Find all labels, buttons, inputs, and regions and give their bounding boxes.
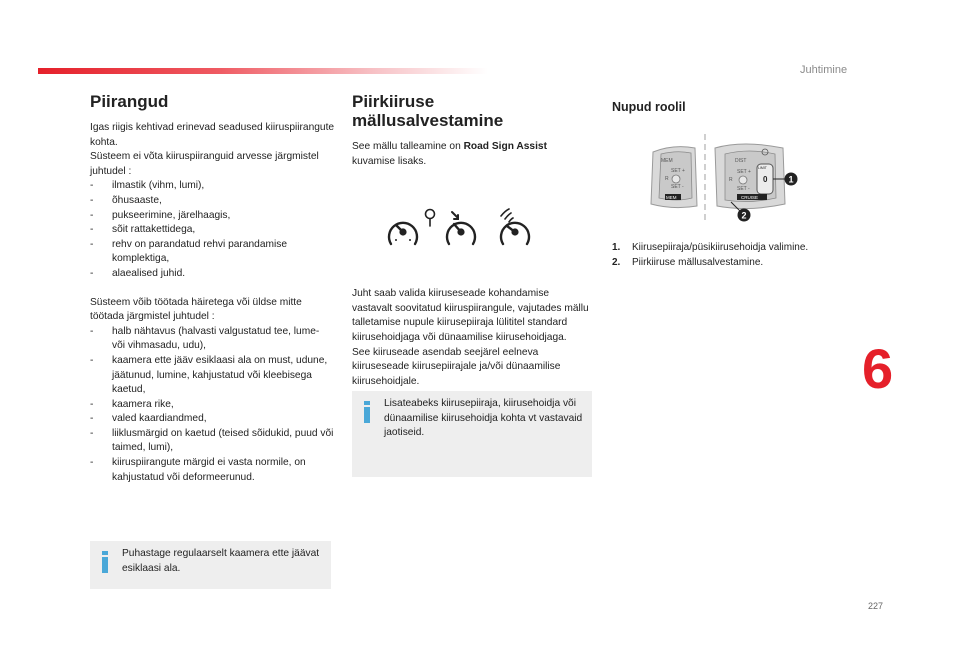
list-item: - ilmastik (vihm, lumi), — [90, 180, 205, 192]
list-item: - valed kaardiandmed, — [90, 413, 207, 425]
svg-text:0: 0 — [763, 175, 768, 184]
memorisation-title: Piirkiiruse mällusalvestamine — [352, 92, 504, 130]
malfunction-intro: Süsteem võib töötada häiretega või üldse mitte töötada järgmistel juhtudel : — [90, 296, 302, 323]
note-text: Lisateabeks kiirusepiiraja, kiirusehoidja või dünaamilise kiirusehoidja kohta vt vastavaid jaotiseid. — [384, 398, 583, 439]
svg-text:R: R — [729, 177, 733, 183]
svg-text:LIMIT: LIMIT — [758, 166, 767, 170]
svg-text:SET -: SET - — [737, 186, 750, 192]
camera-cleaning-note — [90, 541, 331, 589]
list-item: - kiiruspiirangute märgid ei vasta normile, on kahjustatud või deformeerunud. — [90, 457, 306, 483]
restrictions-title: Piirangud — [90, 92, 169, 111]
svg-text:CRUISE: CRUISE — [741, 195, 759, 200]
steering-buttons-list — [612, 241, 862, 270]
list-item: - liiklusmärgid on kaetud (teised sõidukid, puud või taimed, lumi), — [90, 427, 334, 454]
list-item: 1. Kiirusepiiraja/püsikiirusehoidja valimine. — [612, 242, 809, 253]
memorisation-intro: See mällu talleamine on Road Sign Assist kuvamise lisaks. — [352, 141, 547, 167]
svg-text:2: 2 — [741, 210, 747, 221]
svg-text:SET -: SET - — [671, 184, 684, 190]
list-item: - rehv on parandatud rehvi parandamise komplektiga, — [90, 238, 287, 265]
restrictions-intro: Igas riigis kehtivad erinevad seadused kiiruspiirangute kohta. — [90, 122, 335, 148]
steering-switch-illustration — [633, 132, 813, 222]
list-item: - kaamera rike, — [90, 398, 174, 410]
list-item: - halb nähtavus (halvasti valgustatud tee, lume- või vihmasadu, udu), — [90, 325, 320, 352]
list-item: 2. Piirkiiruse mällusalvestamine. — [612, 256, 764, 268]
list-item: - alaealised juhid. — [90, 267, 186, 279]
svg-text:MEM: MEM — [661, 158, 673, 164]
steering-buttons-title: Nupud roolil — [612, 100, 686, 114]
right-switch — [715, 144, 785, 209]
column-steering-buttons — [612, 92, 862, 115]
list-item: - sõit rattakettidega, — [90, 224, 196, 236]
restrictions-list — [90, 179, 335, 281]
list-item: - kaamera ette jääv esiklaasi ala on must, udune, jäätunud, lumine, kahjustatud või kleebisega kaetud, — [90, 354, 328, 396]
svg-text:1: 1 — [788, 174, 794, 185]
malfunction-list — [90, 325, 335, 486]
left-switch — [651, 147, 697, 208]
svg-text:MEM: MEM — [666, 195, 677, 200]
svg-text:SET +: SET + — [737, 169, 751, 175]
svg-text:R: R — [665, 176, 669, 182]
adaptive-cruise-icon — [501, 209, 529, 244]
cruise-control-icon — [447, 212, 475, 244]
speed-limiter-icon — [389, 210, 435, 245]
list-item: - pukseerimine, järelhaagis, — [90, 209, 231, 221]
memorisation-paragraph: Juht saab valida kiiruseseade kohandamise vastavalt soovitatud kiiruspiirangule, vajutades mällu talletamise nupule kiirusepiiraja lülititel standard kiirusehoidjaga või dünaamilise kiirusehoidjaga. — [352, 288, 589, 343]
svg-text:SET +: SET + — [671, 168, 685, 174]
cruise-mode-icons — [385, 206, 545, 252]
page-number: 227 — [868, 601, 884, 611]
list-item: - õhusaaste, — [90, 194, 162, 206]
note-text: Puhastage regulaarselt kaamera ette jäävat esiklaasi ala. — [122, 548, 320, 574]
restrictions-intro2: Süsteem ei võta kiiruspiiranguid arvesse järgmistel juhtudel : — [90, 151, 319, 177]
column-restrictions — [90, 92, 335, 485]
chapter-number: 6 — [862, 337, 894, 400]
info-icon — [102, 551, 108, 573]
cruise-reference-note — [352, 391, 592, 477]
header-accent-bar — [38, 68, 488, 74]
section-name: Juhtimine — [800, 64, 848, 76]
svg-text:DIST: DIST — [735, 158, 747, 164]
info-icon — [364, 401, 370, 423]
memorisation-paragraph-2: See kiiruseade asendab seejärel eelneva kiiruseseade kiirusepiirajale ja/või dünaamilise kiirusehoidjale. — [352, 346, 561, 387]
